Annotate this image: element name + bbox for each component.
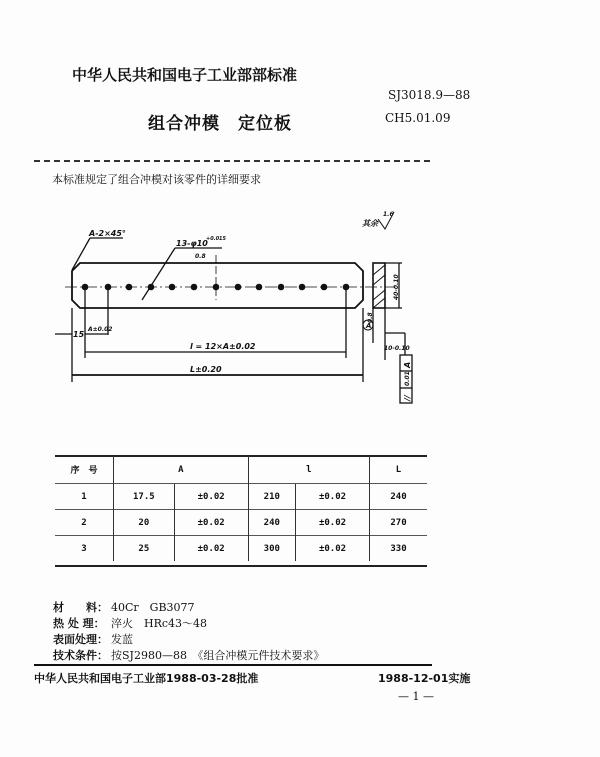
spec-technical-conditions: 技术条件： 按SJ2980—88 《组合冲模元件技术要求》 — [53, 649, 325, 662]
hole — [148, 284, 155, 291]
col-header: 序 号 — [70, 466, 98, 476]
hole — [82, 284, 89, 291]
table-row — [55, 536, 427, 562]
spec-surface: 表面处理： 发蓝 — [53, 633, 133, 646]
intro-text: 本标准规定了组合冲模对该零件的详细要求 — [52, 173, 261, 186]
dim-15: 15 — [73, 330, 85, 339]
approval-date: 中华人民共和国电子工业部1988-03-28批准 — [34, 672, 259, 685]
tolerance-value: 0.01 — [404, 371, 411, 386]
spec-heat-treatment: 热 处 理： 淬火 HRc43～48 — [53, 617, 208, 630]
effective-date: 1988-12-01实施 — [378, 672, 471, 685]
dim-l: l = 12×A±0.02 — [190, 342, 256, 351]
cell: ±0.02 — [174, 510, 248, 536]
cell: 1 — [55, 484, 114, 510]
table-row — [55, 510, 427, 536]
cell: 17.5 — [114, 484, 175, 510]
cell: 210 — [248, 484, 295, 510]
table-row — [55, 484, 427, 510]
cell: 330 — [370, 536, 428, 562]
side-roughness: 0.8 — [367, 312, 374, 323]
cell: 20 — [114, 510, 175, 536]
roughness-rest-value: 1.6 — [383, 211, 394, 218]
hole — [169, 284, 176, 291]
tolerance-datum: A — [403, 361, 412, 368]
chamfer-label: A-2×45° — [89, 229, 126, 238]
dim-A: A±0.02 — [88, 326, 113, 333]
hole — [343, 284, 350, 291]
col-header: l — [248, 456, 369, 484]
cell: ±0.02 — [295, 510, 369, 536]
cell: ±0.02 — [174, 536, 248, 562]
hole — [278, 284, 285, 291]
spec-material: 材 料： 40Cr GB3077 — [53, 601, 195, 614]
cell: 240 — [248, 510, 295, 536]
issuing-org: 中华人民共和国电子工业部部标准 — [72, 66, 298, 84]
footer-rule — [34, 664, 432, 666]
size-table — [55, 456, 427, 561]
cell: ±0.02 — [174, 484, 248, 510]
cell: 300 — [248, 536, 295, 562]
col-header: L — [370, 456, 428, 484]
col-header: A — [114, 456, 249, 484]
hole — [299, 284, 306, 291]
dim-10: 10-0.10 — [384, 345, 410, 352]
hole — [235, 284, 242, 291]
cell: ±0.02 — [295, 484, 369, 510]
hole — [256, 284, 263, 291]
dim-L: L±0.20 — [190, 365, 222, 374]
hole — [213, 284, 220, 291]
cell: 240 — [370, 484, 428, 510]
dim-40: 40-0.10 — [393, 274, 400, 300]
cell: 270 — [370, 510, 428, 536]
ch-number: CH5.01.09 — [385, 111, 451, 125]
holes-tolerance: +0.015 — [206, 236, 227, 242]
cell: 2 — [55, 510, 114, 536]
hole — [191, 284, 198, 291]
hole-roughness: 0.8 — [195, 253, 206, 260]
page-number: — 1 — — [398, 690, 434, 703]
roughness-rest-label: 其余 — [362, 219, 378, 228]
cell: 25 — [114, 536, 175, 562]
hole — [126, 284, 133, 291]
page-title: 组合冲模 定位板 — [148, 114, 292, 134]
cell: ±0.02 — [295, 536, 369, 562]
cell: 3 — [55, 536, 114, 562]
parallelism-symbol: // — [403, 395, 412, 401]
hole — [321, 284, 328, 291]
standard-number: SJ3018.9—88 — [388, 88, 471, 102]
datum-label: A — [366, 322, 372, 330]
hole — [105, 284, 112, 291]
holes-label: 13-φ10 — [176, 239, 208, 248]
